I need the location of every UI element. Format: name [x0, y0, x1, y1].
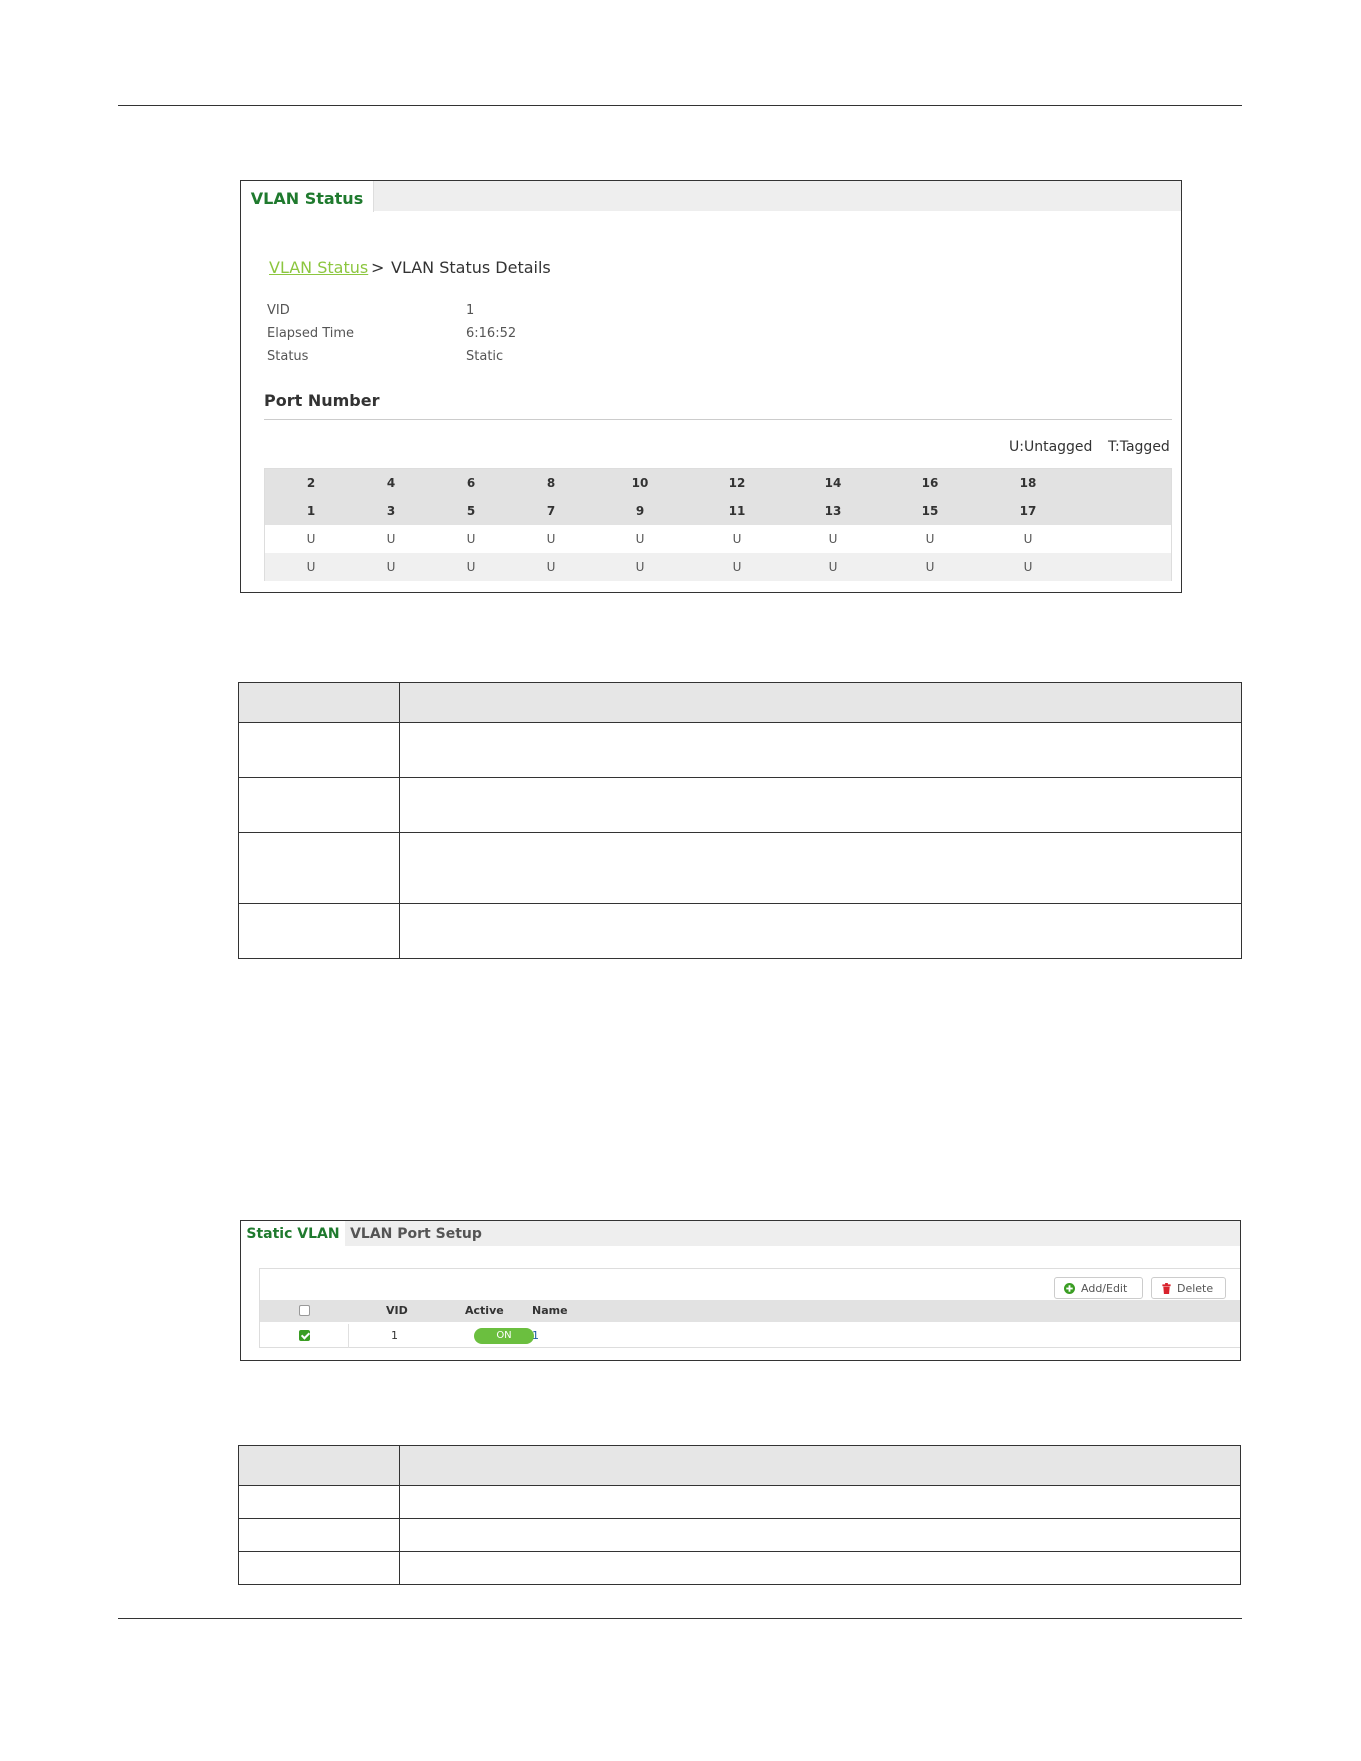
legend-tagged: T:Tagged [1108, 439, 1170, 455]
table-cell [239, 1486, 400, 1519]
port-status: U [306, 532, 316, 546]
port-number: 7 [546, 504, 556, 518]
port-status: U [546, 532, 556, 546]
section-divider [264, 419, 1172, 420]
row-checkbox[interactable] [299, 1330, 310, 1341]
select-all-checkbox[interactable] [299, 1305, 310, 1316]
table-row [239, 723, 1242, 778]
static-vlan-panel [240, 1220, 1241, 1361]
status-value: Static [466, 349, 504, 364]
field-description-table-2 [238, 1445, 1241, 1585]
even-port-row [265, 469, 1171, 497]
tab-static-vlan[interactable]: Static VLAN [241, 1221, 345, 1246]
elapsed-time-value: 6:16:52 [466, 326, 517, 341]
port-number: 9 [635, 504, 645, 518]
port-status: U [925, 532, 935, 546]
tab-vlan-port-setup[interactable]: VLAN Port Setup [350, 1226, 482, 1242]
port-status: U [546, 560, 556, 574]
table-cell [400, 723, 1242, 778]
top-rule [118, 105, 1242, 106]
port-number: 3 [386, 504, 396, 518]
table-header-cell [239, 683, 400, 723]
table-header-row [239, 1446, 1241, 1486]
table-header-cell [239, 1446, 400, 1486]
port-status: U [732, 532, 742, 546]
row-name: 1 [532, 1329, 539, 1342]
vid-label: VID [267, 303, 290, 318]
breadcrumb-current: VLAN Status Details [391, 258, 551, 277]
table-cell [239, 1519, 400, 1552]
table-cell [400, 1552, 1241, 1585]
table-row [239, 904, 1242, 959]
port-number: 17 [1019, 504, 1037, 518]
table-header-row [260, 1300, 1241, 1322]
port-number: 1 [306, 504, 316, 518]
port-status: U [466, 532, 476, 546]
table-cell [400, 833, 1242, 904]
port-number: 10 [631, 476, 649, 490]
table-cell [239, 778, 400, 833]
port-status: U [386, 560, 396, 574]
table-row [239, 1486, 1241, 1519]
delete-label: Delete [1177, 1282, 1214, 1295]
bottom-rule [118, 1618, 1242, 1619]
table-cell [400, 904, 1242, 959]
vid-value: 1 [466, 303, 475, 318]
table-header-cell [400, 683, 1242, 723]
port-status: U [635, 560, 645, 574]
row-vid: 1 [391, 1329, 398, 1342]
port-number: 16 [921, 476, 939, 490]
port-number: 18 [1019, 476, 1037, 490]
table-row [239, 1519, 1241, 1552]
active-toggle[interactable]: ON [474, 1328, 534, 1344]
table-header-cell [400, 1446, 1241, 1486]
add-edit-label: Add/Edit [1081, 1282, 1128, 1295]
port-number: 8 [546, 476, 556, 490]
column-header-vid: VID [386, 1304, 408, 1317]
port-number: 4 [386, 476, 396, 490]
port-status: U [1023, 560, 1033, 574]
table-cell [400, 1486, 1241, 1519]
port-number: 12 [728, 476, 746, 490]
delete-button[interactable] [1151, 1277, 1226, 1299]
port-number: 2 [306, 476, 316, 490]
port-number: 11 [728, 504, 746, 518]
port-status: U [386, 532, 396, 546]
port-status: U [828, 560, 838, 574]
port-number: 13 [824, 504, 842, 518]
breadcrumb-link-vlan-status[interactable]: VLAN Status [269, 258, 369, 277]
port-status: U [925, 560, 935, 574]
column-header-active: Active [465, 1304, 504, 1317]
port-status: U [828, 532, 838, 546]
add-edit-button[interactable] [1054, 1277, 1143, 1299]
add-icon [1064, 1283, 1075, 1294]
table-row [239, 778, 1242, 833]
port-number: 6 [466, 476, 476, 490]
port-status: U [1023, 532, 1033, 546]
port-number: 5 [466, 504, 476, 518]
port-number: 14 [824, 476, 842, 490]
port-number-title: Port Number [264, 391, 380, 410]
field-description-table [238, 682, 1242, 959]
table-cell [239, 1552, 400, 1585]
vlan-status-panel [240, 180, 1182, 593]
port-status: U [466, 560, 476, 574]
table-cell [400, 778, 1242, 833]
legend-untagged: U:Untagged [1009, 439, 1093, 455]
elapsed-time-label: Elapsed Time [267, 326, 355, 341]
port-grid [264, 468, 1172, 581]
even-status-row [265, 525, 1171, 553]
status-label: Status [267, 349, 309, 364]
table-cell [239, 904, 400, 959]
table-row [260, 1324, 1241, 1348]
table-row [239, 1552, 1241, 1585]
table-cell [239, 723, 400, 778]
odd-port-row [265, 497, 1171, 525]
table-cell [239, 833, 400, 904]
port-status: U [306, 560, 316, 574]
trash-icon [1161, 1283, 1172, 1294]
breadcrumb-separator: > [371, 258, 385, 277]
column-header-name: Name [532, 1304, 568, 1317]
port-status: U [635, 532, 645, 546]
column-divider [348, 1324, 349, 1348]
table-cell [400, 1519, 1241, 1552]
table-header-row [239, 683, 1242, 723]
vlan-list-container [259, 1268, 1241, 1348]
port-status: U [732, 560, 742, 574]
port-number: 15 [921, 504, 939, 518]
table-row [239, 833, 1242, 904]
tab-bar [241, 181, 1181, 211]
odd-status-row [265, 553, 1171, 581]
tab-vlan-status[interactable]: VLAN Status [241, 181, 374, 212]
